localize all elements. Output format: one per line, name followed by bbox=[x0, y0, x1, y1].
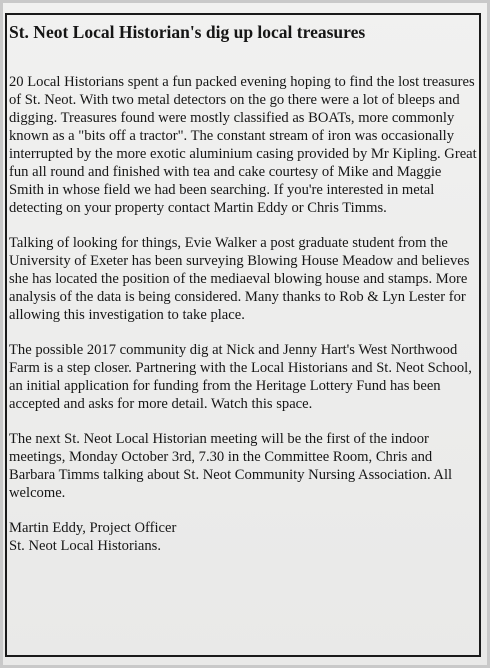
article-paragraph-next-meeting: The next St. Neot Local Historian meeting will be the first of the indoor meetings, Monday October 3rd, 7.30 in the Committee Room, Chris and Barbara Timms talking about St. Neot Community Nursing Association. All welcome. bbox=[9, 431, 453, 501]
article bbox=[9, 21, 479, 555]
signature-organization: St. Neot Local Historians. bbox=[9, 538, 161, 554]
article-title: St. Neot Local Historian's dig up local treasures bbox=[9, 22, 366, 42]
article-paragraph-blowing-house: Talking of looking for things, Evie Walker a post graduate student from the University of Exeter has been surveying Blowing House Meadow and believes she has located the position of the mediaeval blowing house and stamps. More analysis of the data is being considered. Many thanks to Rob & Lyn Lester for allowing this investigation to take place. bbox=[9, 235, 470, 323]
article-paragraph-community-dig: The possible 2017 community dig at Nick and Jenny Hart's West Northwood Farm is a step closer. Partnering with the Local Historians and St. Neot School, an initial application for funding from the Heritage Lottery Fund has been accepted and asks for more detail. Watch this space. bbox=[9, 342, 472, 412]
newsletter-page bbox=[3, 3, 487, 665]
article-signature bbox=[9, 519, 479, 555]
article-paragraph-metal-detecting: 20 Local Historians spent a fun packed evening hoping to find the lost treasures of St. Neot. With two metal detectors on the go there were a lot of bleeps and digging. Treasures found were mostly classified as BOATs, more commonly known as a "bits off a tractor". The constant stream of iron was occasionally interrupted by the more exotic aluminium casing provided by Mr Kipling. Great fun all round and finished with tea and cake courtesy of Mike and Maggie Smith in whose field we had been searching. If you're interested in metal detecting on your property contact Martin Eddy or Chris Timms. bbox=[9, 74, 477, 216]
signature-name-role: Martin Eddy, Project Officer bbox=[9, 520, 177, 536]
